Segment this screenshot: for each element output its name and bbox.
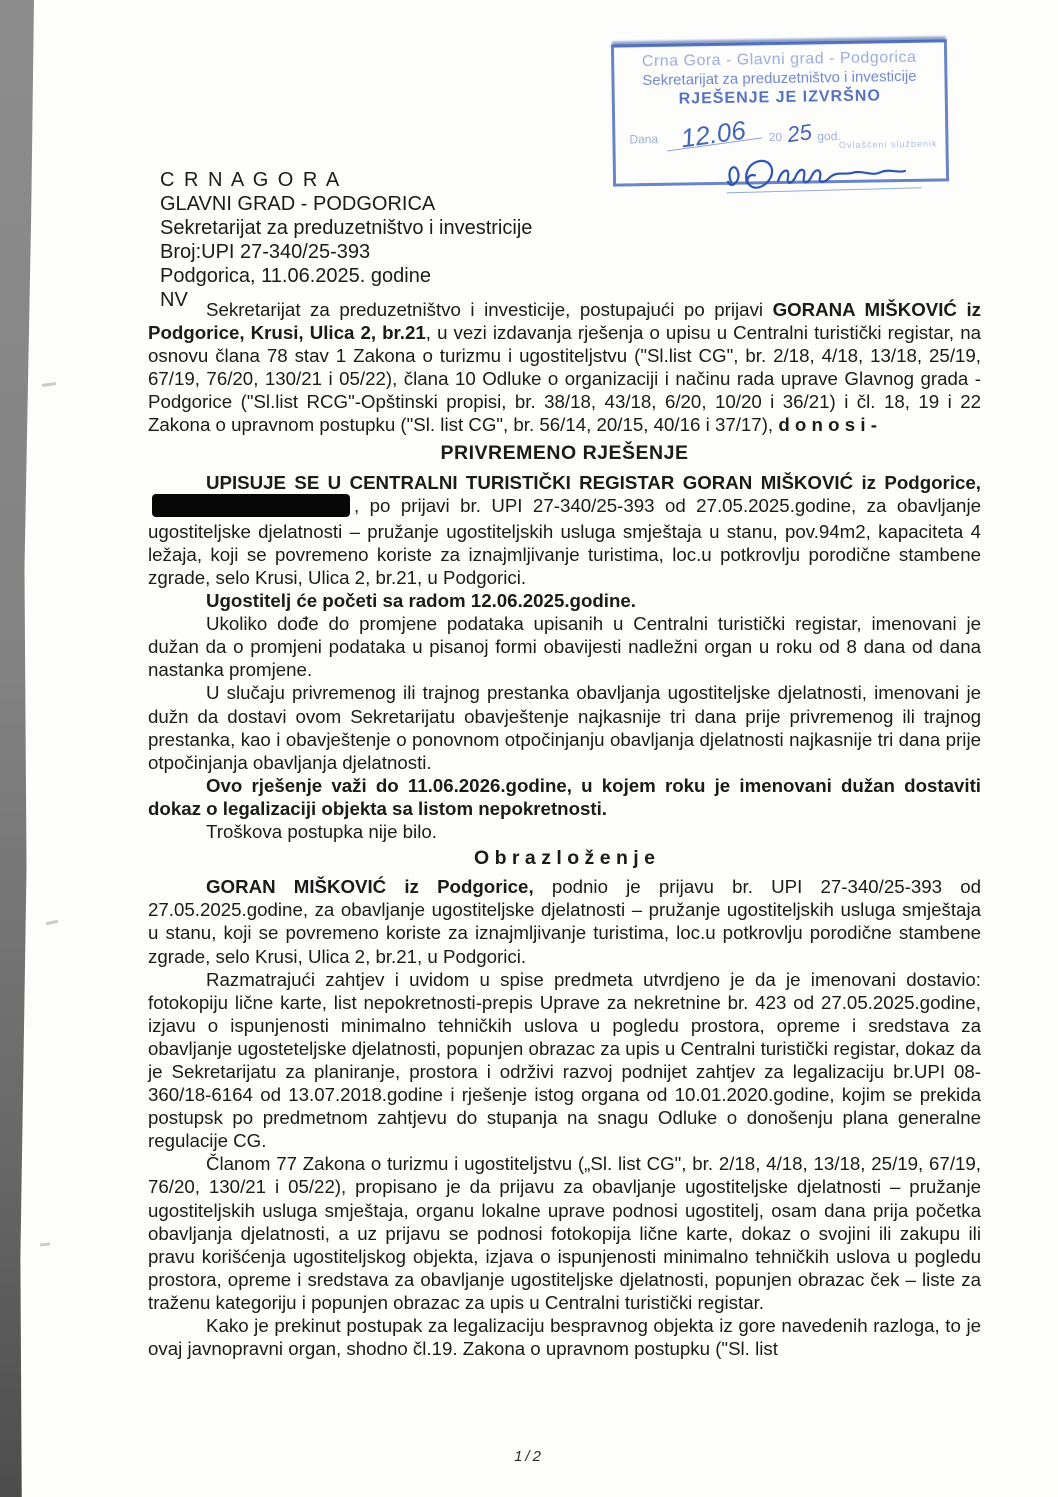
execution-stamp	[611, 39, 949, 186]
paragraph-change-notice: Ukoliko dođe do promjene podataka upisanih u Centralni turistički registar, imenovani je dužan da o promjeni podataka u pisanoj formi obavijesti nadležni organ u roku od 8 dana od dana nastanka promjene.	[148, 613, 981, 681]
scan-edge-artifact	[0, 0, 34, 1497]
signature-scribble-icon	[723, 149, 939, 196]
letterhead-country: C R N A G O R A	[160, 169, 342, 191]
paragraph-registration	[148, 471, 981, 589]
scan-noise-mark	[46, 920, 58, 925]
paragraph-intro	[148, 298, 981, 437]
document-title: PRIVREMENO RJEŠENJE	[440, 441, 689, 464]
stamp-dept-line: Sekretarijat za preduzetništvo i investicije	[642, 67, 917, 90]
stamp-signature-block	[717, 139, 938, 196]
letterhead-city: GLAVNI GRAD - PODGORICA	[160, 193, 436, 215]
stamp-officer-label: Ovlašćeni službenik	[838, 138, 938, 151]
stamp-handwritten-year: 25	[785, 119, 814, 148]
text-run: podnio je prijavu br. UPI 27-340/25-393 od 27.05.2025.godine, za obavljanje ugostiteljske djelatnosti – pružanje ugostiteljskih usluga smještaja u stanu, koji se povremeno koriste za iznajmljivanje turistima, loc.u potkrovlju porodične stambene zgrade, selo Krusi, Ulica 2, br.21, u Podgorici.	[148, 876, 981, 967]
stamp-year-prefix: 20	[768, 129, 783, 145]
section-title-obrazlozenje: O b r a z l o ž e n j e	[474, 847, 655, 870]
stamp-org-line: Crna Gora - Glavni grad - Podgorica	[641, 48, 917, 71]
redaction-box	[152, 494, 350, 517]
letterhead-case-number: Broj:UPI 27-340/25-393	[160, 241, 371, 263]
paragraph-costs: Troškova postupka nije bilo.	[206, 821, 437, 843]
letterhead-initials: NV	[160, 289, 188, 311]
paragraph-application	[148, 875, 981, 967]
applicant-name-bold: GORANA MIŠKOVIĆ iz Podgorice, Krusi, Ulica 2, br.21	[148, 299, 981, 344]
document-body	[148, 298, 981, 1360]
scan-noise-mark	[42, 382, 56, 387]
registration-bold-run: UPISUJE SE U CENTRALNI TURISTIČKI REGISTAR GORAN MIŠKOVIĆ iz Podgorice,	[206, 471, 981, 493]
paragraph-conclusion: Kako je prekinut postupak za legalizaciju bespravnog objekta iz gore navedenih razloga, to je ovaj javnopravni organ, shodno čl.19. Zakona o upravnom postupku ("Sl. list	[148, 1315, 981, 1360]
applicant-name-bold: GORAN MIŠKOVIĆ iz Podgorice,	[206, 876, 534, 898]
text-run: , po prijavi br. UPI 27-340/25-393 od 27.05.2025.godine, za obavljanje ugostiteljske djelatnosti – pružanje ugostiteljskih usluga smještaja u stanu, pov.94m2, kapaciteta 4 ležaja, koji se povremeno koriste za iznajmljivanje turistima, loc.u potkrovlju porodične stambene zgrade, selo Krusi, Ulica 2, br.21, u Podgorici.	[148, 494, 981, 588]
paragraph-start-date: Ugostitelj će početi sa radom 12.06.2025.godine.	[206, 590, 636, 612]
paragraph-cessation-notice: U slučaju privremenog ili trajnog prestanka obavljanja ugostiteljske djelatnosti, imenovani je dužn da dostavi ovom Sekretarijatu obavještenje najkasnije tri dana prije privremenog ili trajnog prestanka, kao i obavještenje o ponovnom otpočinjanju obavljanja djelatnosti najkasnije tri dana prije otpočinjanja obavljanja djelatnosti.	[148, 682, 981, 773]
paragraph-review: Razmatrajući zahtjev i uvidom u spise predmeta utvrdjeno je da je imenovani dostavio: fotokopiju lične karte, list nepokretnosti-prepis Uprave za nekretnine br. 423 od 27.05.2025.godine, izjavu o ispunjenosti minimalno tehničkih uslova u pogledu prostora, opreme i sredstava za obavljanje ugosteteljske djelatnosti, popunjen obrazac za upis u Centralni turistički registar, dokaz da je Sekretarijatu za planiranje, prostora i održivi razvoj podnijet zahtjev za legalizaciju br.UPI 08-360/18-6164 od 13.07.2018.godine i rješenje istog organa od 10.01.2020.godine, kojim se prekida postupsk po predmetnom zahtjevu do stupanja na snagu Odluke o donošenju plana generalne regulacije CG.	[148, 968, 981, 1152]
footer-page-number: 1/2	[514, 1448, 544, 1465]
scan-noise-mark	[40, 1242, 50, 1246]
donosi-bold: d o n o s i -	[778, 414, 877, 436]
letterhead	[160, 168, 532, 312]
paragraph-validity: Ovo rješenje važi do 11.06.2026.godine, u kojem roku je imenovani dužan dostaviti dokaz o legalizaciji objekta sa listom nepokretnosti.	[148, 774, 981, 819]
stamp-dana-label: Dana	[629, 131, 659, 147]
stamp-handwritten-date: 12.06	[664, 118, 762, 152]
stamp-status-line: RJEŠENJE JE IZVRŠNO	[678, 87, 881, 108]
letterhead-place-date: Podgorica, 11.06.2025. godine	[160, 265, 431, 287]
text-run: , u vezi izdavanja rješenja o upisu u Centralni turistički registar, na osnovu člana 78 stav 1 Zakona o turizmu i ugostiteljstvu ("Sl.list CG", br. 2/18, 4/18, 13/18, 25/19, 67/19, 76/20, 130/21 i 05/22), člana 10 Odluke o organizaciji i načinu rada uprave Glavnog grada - Podgorice ("Sl.list RCG"-Opštinski propisi, br. 38/18, 43/18, 6/20, 10/20 i 36/21) i čl. 18, 19 i 22 Zakona o upravnom postupku ("Sl. list CG", br. 56/14, 20/15, 40/16 i 37/17),	[148, 322, 981, 436]
text-run: Sekretarijat za preduzetništvo i investicije, postupajući po prijavi	[206, 299, 773, 320]
paragraph-law-citation: Članom 77 Zakona o turizmu i ugostiteljstvu („Sl. list CG", br. 2/18, 4/18, 13/18, 25/19, 67/19, 76/20, 130/21 i 05/22), propisano je da prijavu za obavljanje ugostiteljske djelatnosti – pružanje ugostiteljskih usluga smještaja, organu lokalne uprave podnosi ugostitelj, osam dana prija početka obavljanja djelatnosti, a uz prijavu se podnosi fotokopija lične karte, dokaz o svojini ili zakupu ili pravu korišćenja ugostiteljskog objekta, izjava o ispunjenosti minimalno tehničkih uslova u pogledu prostora, opreme i sredstava za obavljanje ugostiteljske djelatnosti, popunjen obrazac ček – liste za traženu kategoriju i popunjen obrazac za upis u Centralni turistički registar.	[148, 1153, 981, 1313]
letterhead-department: Sekretarijat za preduzetništvo i investricije	[160, 217, 533, 239]
stamp-god-label: god.	[817, 129, 841, 144]
